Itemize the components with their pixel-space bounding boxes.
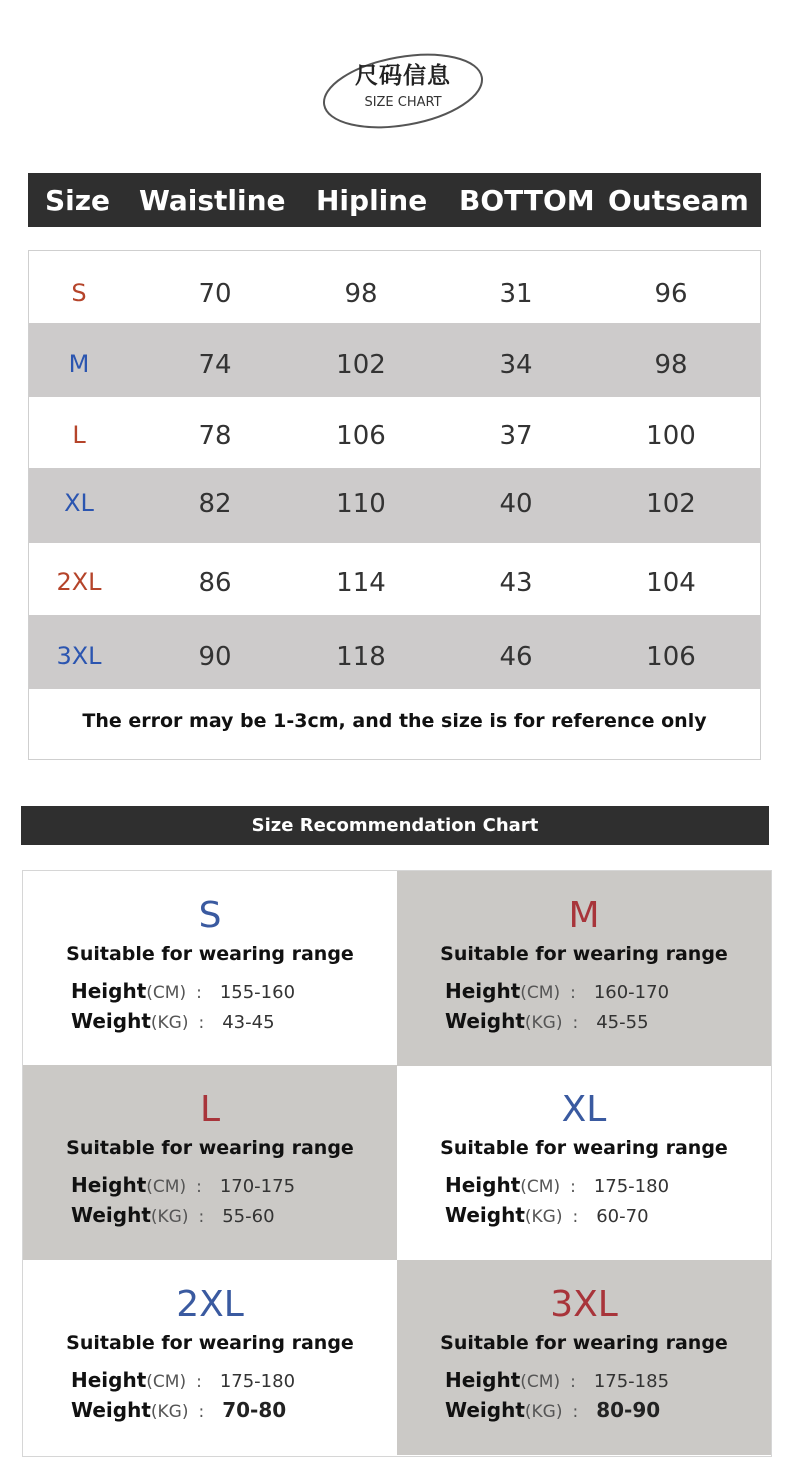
table-row bbox=[29, 543, 760, 615]
reference-note: The error may be 1-3cm, and the size is for reference only bbox=[82, 710, 707, 732]
height-separator: : bbox=[570, 983, 576, 1003]
card-weight-line bbox=[445, 1009, 649, 1033]
cell-hipline: 110 bbox=[336, 489, 386, 519]
cell-bottom: 40 bbox=[499, 489, 533, 519]
cell-bottom: 46 bbox=[499, 642, 533, 672]
weight-separator: : bbox=[198, 1402, 205, 1422]
weight-value: 70-80 bbox=[222, 1398, 287, 1422]
height-separator: : bbox=[196, 983, 202, 1003]
weight-separator: : bbox=[572, 1013, 579, 1033]
size-table-header bbox=[28, 173, 761, 227]
card-weight-line bbox=[71, 1398, 286, 1422]
height-unit: (CM) bbox=[146, 1177, 187, 1197]
cell-size: S bbox=[71, 279, 87, 307]
cell-waistline: 74 bbox=[198, 350, 232, 380]
height-unit: (CM) bbox=[520, 1372, 561, 1392]
card-height-line bbox=[71, 1368, 295, 1392]
cell-size: M bbox=[68, 350, 90, 378]
card-size-label: S bbox=[198, 895, 222, 936]
cell-hipline: 118 bbox=[336, 642, 386, 672]
card-height-line bbox=[445, 1173, 669, 1197]
height-label: Height bbox=[71, 1368, 147, 1392]
weight-label: Weight bbox=[445, 1398, 525, 1422]
height-value: 175-185 bbox=[593, 1371, 670, 1392]
weight-label: Weight bbox=[445, 1009, 525, 1033]
height-separator: : bbox=[196, 1372, 202, 1392]
cell-size: 3XL bbox=[56, 642, 102, 670]
cell-hipline: 106 bbox=[336, 421, 386, 451]
cell-outseam: 102 bbox=[646, 489, 696, 519]
weight-value: 43-45 bbox=[222, 1012, 275, 1033]
card-height-line bbox=[445, 979, 669, 1003]
weight-label: Weight bbox=[71, 1398, 151, 1422]
size-card-3xl bbox=[397, 1260, 771, 1455]
weight-separator: : bbox=[198, 1013, 205, 1033]
weight-value: 60-70 bbox=[596, 1206, 649, 1227]
cell-bottom: 37 bbox=[499, 421, 533, 451]
cell-hipline: 114 bbox=[336, 568, 386, 598]
title-chinese: 尺码信息 bbox=[355, 63, 451, 89]
card-height-line bbox=[71, 1173, 295, 1197]
height-unit: (CM) bbox=[146, 1372, 187, 1392]
cell-bottom: 34 bbox=[499, 350, 533, 380]
cell-outseam: 98 bbox=[654, 350, 688, 380]
height-separator: : bbox=[570, 1372, 576, 1392]
cell-waistline: 90 bbox=[198, 642, 232, 672]
cell-waistline: 70 bbox=[198, 279, 232, 309]
cell-size: L bbox=[72, 421, 86, 449]
height-value: 160-170 bbox=[593, 982, 670, 1003]
card-suitable-text: Suitable for wearing range bbox=[440, 1137, 728, 1159]
size-chart-logo bbox=[320, 45, 486, 133]
table-row bbox=[29, 323, 760, 397]
column-header-size: Size bbox=[45, 183, 111, 217]
weight-unit: (KG) bbox=[150, 1207, 189, 1227]
size-card-2xl bbox=[23, 1260, 397, 1455]
cell-hipline: 98 bbox=[344, 279, 378, 309]
weight-label: Weight bbox=[71, 1009, 151, 1033]
weight-unit: (KG) bbox=[524, 1013, 563, 1033]
card-size-label: L bbox=[199, 1089, 221, 1130]
column-header-hipline: Hipline bbox=[316, 183, 428, 217]
height-separator: : bbox=[570, 1177, 576, 1197]
weight-label: Weight bbox=[445, 1203, 525, 1227]
height-unit: (CM) bbox=[146, 983, 187, 1003]
table-row bbox=[29, 251, 760, 323]
height-unit: (CM) bbox=[520, 1177, 561, 1197]
height-value: 170-175 bbox=[219, 1176, 296, 1197]
title-english: SIZE CHART bbox=[364, 95, 442, 110]
table-row bbox=[29, 615, 760, 689]
height-value: 155-160 bbox=[219, 982, 296, 1003]
weight-label: Weight bbox=[71, 1203, 151, 1227]
size-card-s bbox=[23, 871, 397, 1066]
weight-separator: : bbox=[572, 1402, 579, 1422]
column-header-outseam: Outseam bbox=[608, 183, 749, 217]
column-header-waistline: Waistline bbox=[139, 183, 286, 217]
table-row bbox=[29, 468, 760, 543]
size-card-l bbox=[23, 1065, 397, 1260]
cell-size: 2XL bbox=[56, 568, 102, 596]
height-label: Height bbox=[71, 979, 147, 1003]
card-suitable-text: Suitable for wearing range bbox=[440, 1332, 728, 1354]
weight-value: 80-90 bbox=[596, 1398, 661, 1422]
weight-unit: (KG) bbox=[524, 1207, 563, 1227]
card-size-label: M bbox=[568, 895, 600, 936]
table-row bbox=[29, 397, 760, 468]
height-label: Height bbox=[71, 1173, 147, 1197]
card-weight-line bbox=[445, 1398, 660, 1422]
weight-unit: (KG) bbox=[524, 1402, 563, 1422]
card-size-label: XL bbox=[561, 1089, 607, 1130]
cell-waistline: 78 bbox=[198, 421, 232, 451]
card-suitable-text: Suitable for wearing range bbox=[440, 943, 728, 965]
height-value: 175-180 bbox=[593, 1176, 670, 1197]
recommendation-title: Size Recommendation Chart bbox=[21, 806, 769, 845]
weight-separator: : bbox=[198, 1207, 205, 1227]
cell-waistline: 82 bbox=[198, 489, 232, 519]
cell-outseam: 104 bbox=[646, 568, 696, 598]
cell-bottom: 31 bbox=[499, 279, 533, 309]
card-suitable-text: Suitable for wearing range bbox=[66, 943, 354, 965]
height-separator: : bbox=[196, 1177, 202, 1197]
height-unit: (CM) bbox=[520, 983, 561, 1003]
weight-separator: : bbox=[572, 1207, 579, 1227]
size-card-m bbox=[397, 871, 771, 1066]
size-table bbox=[28, 250, 761, 760]
card-weight-line bbox=[71, 1203, 275, 1227]
card-height-line bbox=[71, 979, 295, 1003]
card-weight-line bbox=[445, 1203, 649, 1227]
weight-value: 55-60 bbox=[222, 1206, 275, 1227]
weight-unit: (KG) bbox=[150, 1402, 189, 1422]
cell-waistline: 86 bbox=[198, 568, 232, 598]
height-value: 175-180 bbox=[219, 1371, 296, 1392]
weight-value: 45-55 bbox=[596, 1012, 649, 1033]
card-size-label: 2XL bbox=[176, 1284, 244, 1325]
cell-outseam: 96 bbox=[654, 279, 688, 309]
cell-outseam: 106 bbox=[646, 642, 696, 672]
card-weight-line bbox=[71, 1009, 275, 1033]
cell-outseam: 100 bbox=[646, 421, 696, 451]
cell-hipline: 102 bbox=[336, 350, 386, 380]
card-size-label: 3XL bbox=[550, 1284, 618, 1325]
cell-bottom: 43 bbox=[499, 568, 533, 598]
card-suitable-text: Suitable for wearing range bbox=[66, 1332, 354, 1354]
column-header-bottom: BOTTOM bbox=[459, 183, 595, 217]
height-label: Height bbox=[445, 1173, 521, 1197]
height-label: Height bbox=[445, 1368, 521, 1392]
weight-unit: (KG) bbox=[150, 1013, 189, 1033]
card-height-line bbox=[445, 1368, 669, 1392]
size-card-xl bbox=[397, 1065, 771, 1260]
cell-size: XL bbox=[64, 489, 94, 517]
recommendation-grid bbox=[22, 870, 772, 1457]
card-suitable-text: Suitable for wearing range bbox=[66, 1137, 354, 1159]
height-label: Height bbox=[445, 979, 521, 1003]
